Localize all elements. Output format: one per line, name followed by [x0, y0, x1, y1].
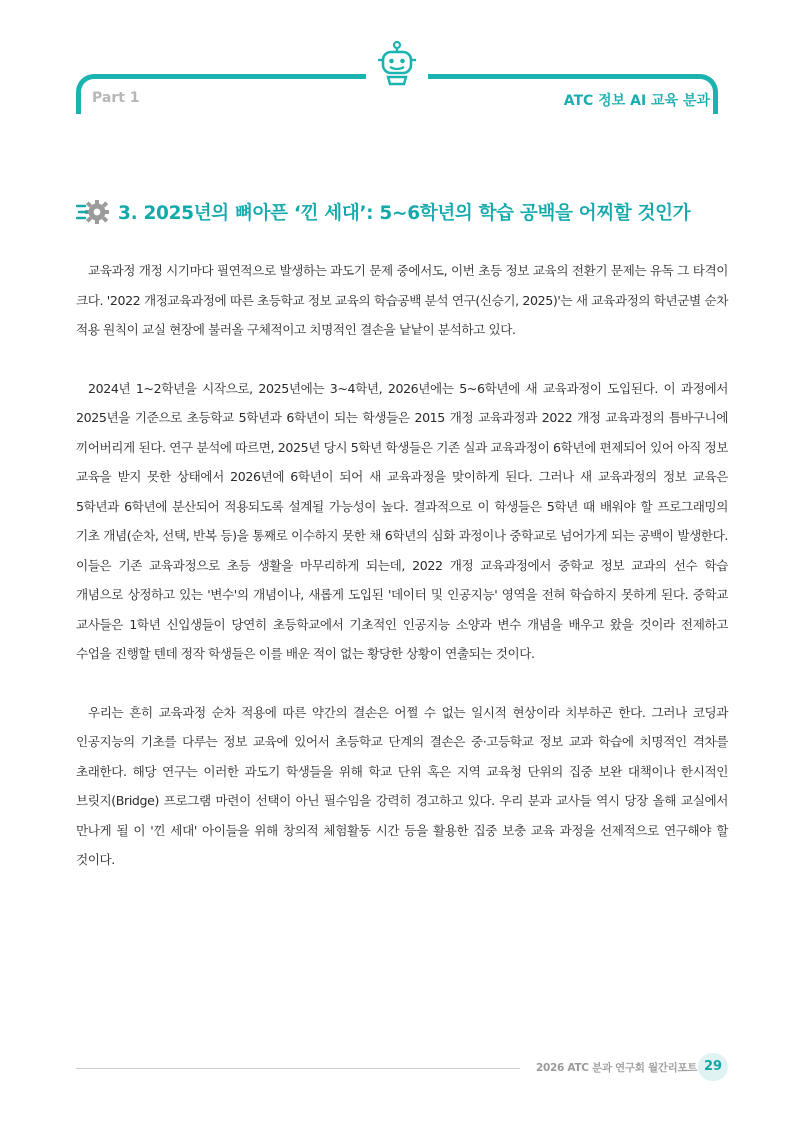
paragraph: 2024년 1~2학년을 시작으로, 2025년에는 3~4학년, 2026년에는 5~6학년에 새 교육과정이 도입된다. 이 과정에서 2025년을 기준으로 초등학교 5학년과 6학년이 되는 학생들은 2015 개정 교육과정과 2022 개정 교육과정의 틈바구니에 끼어버리게 된다. 연구 분석에 따르면, 2025년 당시 5학년 학생들은 기존 실과 교육과정이 6학년에 편제되어 있어 아직 정보 교육을 받지 못한 상태에서 2026년에 6학년이 되어 새 교육과정을 맞이하게 된다. 그러나 새 교육과정의 정보 교육은 5학년과 6학년에 분산되어 적용되도록 설계될 가능성이 높다. 결과적으로 이 학생들은 5학년 때 배워야 할 프로그래밍의 기초 개념(순차, 선택, 반복 등)을 통째로 이수하지 못한 채 6학년의 심화 과정이나 중학교로 넘어가게 되는 공백이 발생한다. 이들은 기존 교육과정으로 초등 생활을 마무리하게 되는데, 2022 개정 교육과정에서 중학교 정보 교과의 선수 학습 개념으로 상정하고 있는 '변수'의 개념이나, 새롭게 도입된 '데이터 및 인공지능' 영역을 전혀 학습하지 못하게 된다. 중학교 교사들은 1학년 신입생들이 당연히 초등학교에서 기초적인 인공지능 소양과 변수 개념을 배우고 왔을 것이라 전제하고 수업을 진행할 텐데 정작 학생들은 이를 배운 적이 없는 황당한 상황이 연출되는 것이다. [76, 380, 728, 661]
footer-divider [76, 1068, 520, 1069]
page-number: 29 [698, 1053, 728, 1081]
article-title-row [76, 196, 736, 228]
section-label: ATC 정보 AI 교육 분과 [563, 93, 710, 109]
part-label: Part 1 [92, 90, 140, 106]
paragraph: 교육과정 개정 시기마다 필연적으로 발생하는 과도기 문제 중에서도, 이번 초등 정보 교육의 전환기 문제는 유독 그 타격이 크다. '2022 개정교육과정에 따른 초등학교 정보 교육의 학습공백 분석 연구(신승기, 2025)'는 새 교육과정의 학년군별 순차 적용 원칙이 교실 현장에 불러올 구체적이고 치명적인 결손을 낱낱이 분석하고 있다. [76, 263, 728, 337]
gear-arrows-icon [76, 197, 110, 227]
robot-icon [374, 40, 420, 90]
paragraph: 우리는 흔히 교육과정 순차 적용에 따른 약간의 결손은 어쩔 수 없는 일시적 현상이라 치부하곤 한다. 그러나 코딩과 인공지능의 기초를 다루는 정보 교육에 있어서 초등학교 단계의 결손은 중·고등학교 정보 교과 학습에 치명적인 격차를 초래한다. 해당 연구는 이러한 과도기 학생들을 위해 학교 단위 혹은 지역 교육청 단위의 집중 보완 대책이나 한시적인 브릿지(Bridge) 프로그램 마련이 선택이 아닌 필수임을 강력히 경고하고 있다. 우리 분과 교사들 역시 당장 올해 교실에서 만나게 될 이 '낀 세대' 아이들을 위해 창의적 체험활동 시간 등을 활용한 집중 보충 교육 과정을 선제적으로 연구해야 할 것이다. [76, 704, 728, 867]
article-body [76, 256, 728, 904]
footer-publication: 2026 ATC 분과 연구회 월간리포트 [536, 1062, 698, 1074]
article-title: 3. 2025년의 뼈아픈 ‘낀 세대’: 5~6학년의 학습 공백을 어찌할 것인가 [118, 203, 691, 224]
